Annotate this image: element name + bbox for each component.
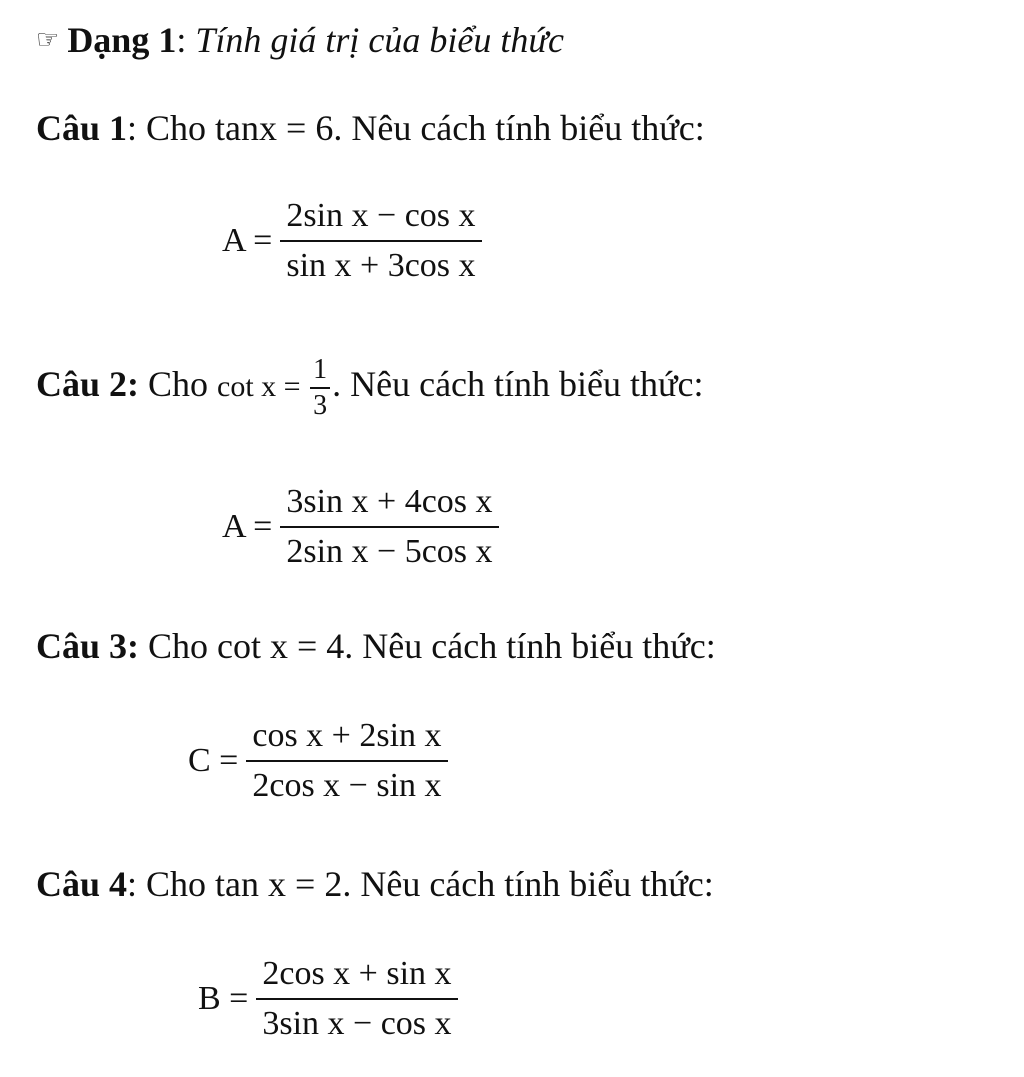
- question-2-cho: Cho: [139, 364, 218, 404]
- question-2-equation: [222, 482, 499, 572]
- question-1-text: [36, 106, 705, 150]
- question-3-equation: [188, 716, 448, 806]
- question-3-text: [36, 624, 716, 668]
- question-2-text: [36, 344, 704, 427]
- equation-lhs: A =: [222, 508, 273, 545]
- question-1-label: Câu 1: [36, 108, 128, 148]
- question-2-condition-fraction: [310, 355, 330, 421]
- question-1-equation: [222, 196, 482, 286]
- heading-colon: :: [176, 20, 196, 60]
- question-2-prompt: . Nêu cách tính biểu thức:: [332, 364, 704, 404]
- question-3-prompt: Cho cot x = 4. Nêu cách tính biểu thức:: [139, 626, 716, 666]
- question-1-colon: :: [127, 108, 147, 148]
- question-4-text: [36, 862, 714, 906]
- fraction-denominator: 3: [313, 389, 328, 421]
- fraction: [246, 716, 447, 806]
- equation-lhs: B =: [198, 980, 249, 1017]
- question-4-equation: [198, 954, 458, 1044]
- fraction-denominator: 3sin x − cos x: [262, 1005, 452, 1042]
- fraction-denominator: 2sin x − 5cos x: [286, 533, 493, 570]
- fraction-numerator: 1: [310, 355, 330, 389]
- fraction: [256, 954, 457, 1044]
- question-4-label: Câu 4: [36, 864, 128, 904]
- pointing-hand-icon: ☞: [36, 25, 60, 54]
- fraction: [280, 196, 481, 286]
- fraction-numerator: 2cos x + sin x: [256, 954, 457, 1000]
- fraction-numerator: 3sin x + 4cos x: [280, 482, 498, 528]
- fraction-denominator: 2cos x − sin x: [252, 767, 442, 804]
- section-heading: [36, 18, 564, 62]
- fraction: [280, 482, 498, 572]
- heading-title: Tính giá trị của biểu thức: [195, 20, 564, 60]
- question-4-colon: :: [127, 864, 147, 904]
- fraction-numerator: 2sin x − cos x: [280, 196, 481, 242]
- question-3-label: Câu 3:: [36, 626, 140, 666]
- question-2-label: Câu 2:: [36, 364, 140, 404]
- question-4-prompt: Cho tan x = 2. Nêu cách tính biểu thức:: [146, 864, 714, 904]
- heading-label: Dạng 1: [67, 20, 177, 60]
- question-2-condition-lhs: cot x =: [217, 370, 309, 403]
- fraction-numerator: cos x + 2sin x: [246, 716, 447, 762]
- equation-lhs: A =: [222, 222, 273, 259]
- question-1-prompt: Cho tanx = 6. Nêu cách tính biểu thức:: [146, 108, 705, 148]
- fraction-denominator: sin x + 3cos x: [286, 247, 476, 284]
- equation-lhs: C =: [188, 742, 239, 779]
